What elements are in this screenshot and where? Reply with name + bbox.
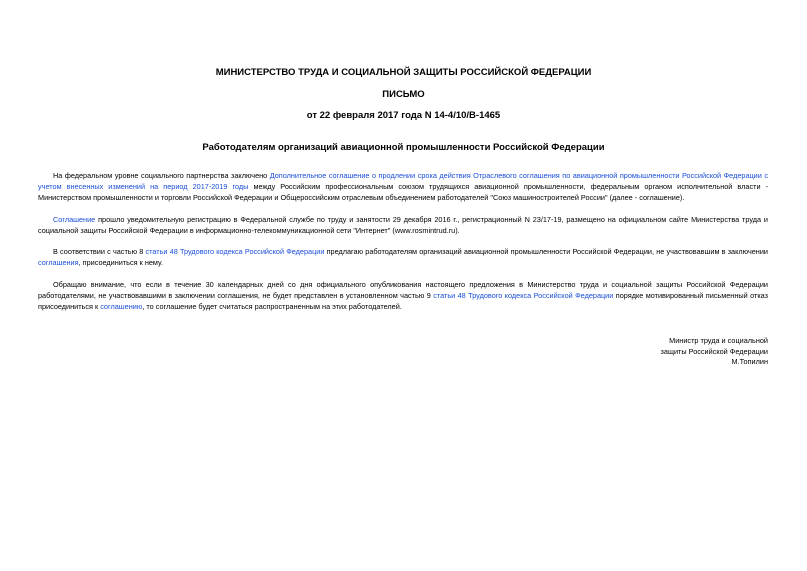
addressee-heading: Работодателям организаций авиационной промышленности Российской Федерации (202, 142, 605, 153)
letter-body (38, 170, 768, 322)
document-date-number: от 22 февраля 2017 года N 14-4/10/В-1465 (306, 110, 501, 121)
paragraph-text: В соответствии с частью 8 (53, 247, 146, 256)
paragraph-text: , присоединиться к нему. (78, 258, 163, 267)
signature-position-line-2: защиты Российской Федерации (660, 346, 768, 356)
paragraph-3 (38, 246, 768, 268)
signature-position-line-1: Министр труда и социальной (669, 336, 768, 345)
labor-code-article-48-link[interactable]: статьи 48 Трудового кодекса Российской Федерации (433, 290, 614, 300)
agreement-link[interactable]: соглашения (38, 258, 79, 267)
paragraph-2 (38, 214, 768, 236)
paragraph-1 (38, 170, 768, 203)
agreement-link[interactable]: Соглашение (53, 214, 96, 224)
agreement-link[interactable]: соглашению (100, 301, 143, 311)
paragraph-text: прошло уведомительную регистрацию в Федеральной службе по труду и занятости 29 декабря 2016 г., регистрационный N 23/17-19, размещено на официальном сайте Министерства труда и социальной защиты Российской Федерации в информационно-телекоммуникационной сети "Интернет" (www.rosmintrud.ru). (38, 214, 768, 235)
paragraph-text: порядке мотивированный письменный отказ присоединиться к (38, 290, 768, 311)
labor-code-article-48-link[interactable]: статьи 48 Трудового кодекса Российской Федерации (145, 247, 325, 256)
signature-name: М.Топилин (731, 357, 768, 366)
ministry-heading: МИНИСТЕРСТВО ТРУДА И СОЦИАЛЬНОЙ ЗАЩИТЫ РОССИЙСКОЙ ФЕДЕРАЦИИ (215, 67, 592, 78)
signature-block (508, 336, 768, 368)
paragraph-text: , то соглашение будет считаться распространенным на этих работодателей. (142, 301, 402, 311)
paragraph-text: Обращаю внимание, что если в течение 30 календарных дней со дня официального опубликования настоящего предложения в Министерство труда и социальной защиты Российской Федерации работодателями, не участвовавшими в заключении соглашения, не будет представлен в установленном частью 9 (38, 279, 768, 300)
additional-agreement-link[interactable]: Дополнительное соглашение о продлении срока действия Отраслевого соглашения по авиационной промышленности Российской Федерации с учетом внесенных изменений на период 2017-2019 годы (38, 171, 768, 191)
paragraph-4 (38, 279, 768, 312)
paragraph-text: На федеральном уровне социального партнерства заключено (53, 171, 270, 180)
document-type: ПИСЬМО (382, 89, 425, 100)
paragraph-text: между Российским профессиональным союзом трудящихся авиационной промышленности, федеральным органом исполнительной власти - Министерством промышленности и торговли Российской Федерации и Общероссийским отраслевым объединением работодателей "Союз машиностроителей России" (далее - соглашение). (38, 182, 768, 202)
paragraph-text: предлагаю работодателям организаций авиационной промышленности Российской Федерации, не участвовавшим в заключении (324, 247, 768, 256)
